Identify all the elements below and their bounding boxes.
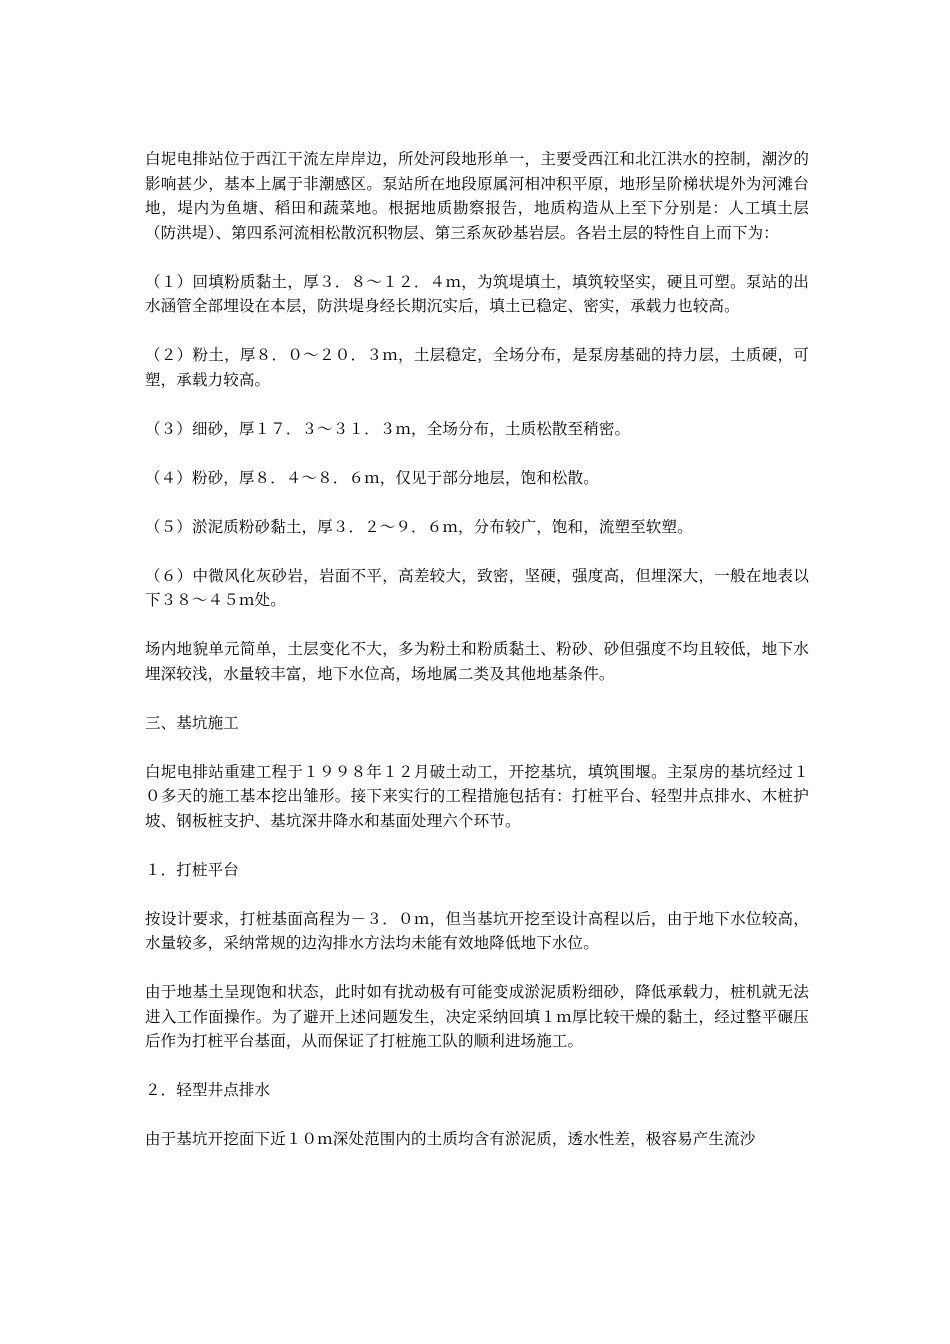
document-body (145, 147, 809, 1176)
paragraph-layer-6: （６）中微风化灰砂岩，岩面不平，高差较大，致密，坚硬，强度高，但埋深大，一般在地表以下３８～４５ｍ处。 (145, 566, 809, 609)
paragraph-layer-2: （２）粉土，厚８．０～２０．３ｍ，土层稳定，全场分布，是泵房基础的持力层，土质硬，可塑，承载力较高。 (145, 346, 809, 389)
subheading-piling-platform: １．打桩平台 (145, 860, 239, 879)
paragraph-layer-3: （３）细砂，厚１７．３～３１．３ｍ，全场分布，土质松散至稍密。 (145, 419, 631, 438)
paragraph-site-overview: 白坭电排站位于西江干流左岸岸边，所处河段地形单一，主要受西江和北江洪水的控制，潮汐的影响甚少，基本上属于非潮感区。泵站所在地段原属河相冲积平原，地形呈阶梯状堤外为河滩台地，堤内为鱼塘、稻田和蔬菜地。根据地质勘察报告，地质构造从上至下分别是：人工填土层（防洪堤）、第四系河流相松散沉积物层、第三系灰砂基岩层。各岩土层的特性自上而下为： (145, 150, 809, 242)
paragraph-layer-1: （１）回填粉质黏土，厚３．８～１２．４ｍ，为筑堤填土，填筑较坚实，硬且可塑。泵站的出水涵管全部埋设在本层，防洪堤身经长期沉实后，填土已稳定、密实，承载力也较高。 (145, 272, 809, 315)
paragraph-piling-design: 按设计要求，打桩基面高程为－３．０ｍ，但当基坑开挖至设计高程以后，由于地下水位较高，水量较多，采纳常规的边沟排水方法均未能有效地降低地下水位。 (145, 909, 809, 952)
paragraph-piling-solution: 由于地基土呈现饱和状态，此时如有扰动极有可能变成淤泥质粉细砂，降低承载力，桩机就无法进入工作面操作。为了避开上述问题发生，决定采纳回填１ｍ厚比较干燥的黏土，经过整平碾压后作为打桩平台基面，从而保证了打桩施工队的顺利进场施工。 (145, 983, 809, 1050)
subheading-well-point-drainage: ２．轻型井点排水 (145, 1081, 271, 1099)
paragraph-site-summary: 场内地貌单元简单，土层变化不大，多为粉土和粉质黏土、粉砂、砂但强度不均且较低，地下水埋深较浅，水量较丰富，地下水位高，场地属二类及其他地基条件。 (145, 640, 809, 683)
paragraph-drainage-soil: 由于基坑开挖面下近１０ｍ深处范围内的土质均含有淤泥质，透水性差，极容易产生流沙 (145, 1130, 756, 1148)
paragraph-construction-intro: 白坭电排站重建工程于１９９８年１２月破土动工，开挖基坑，填筑围堰。主泵房的基坑经过１０多天的施工基本挖出雏形。接下来实行的工程措施包括有：打桩平台、轻型井点排水、木桩护坡、钢板桩支护、基坑深井降水和基面处理六个环节。 (145, 762, 809, 830)
paragraph-layer-5: （５）淤泥质粉砂黏土，厚３．２～９．６ｍ，分布较广，饱和，流塑至软塑。 (145, 517, 693, 536)
paragraph-layer-4: （４）粉砂，厚８．４～８．６ｍ，仅见于部分地层，饱和松散。 (145, 468, 599, 487)
section-heading-foundation-pit: 三、基坑施工 (145, 713, 239, 732)
